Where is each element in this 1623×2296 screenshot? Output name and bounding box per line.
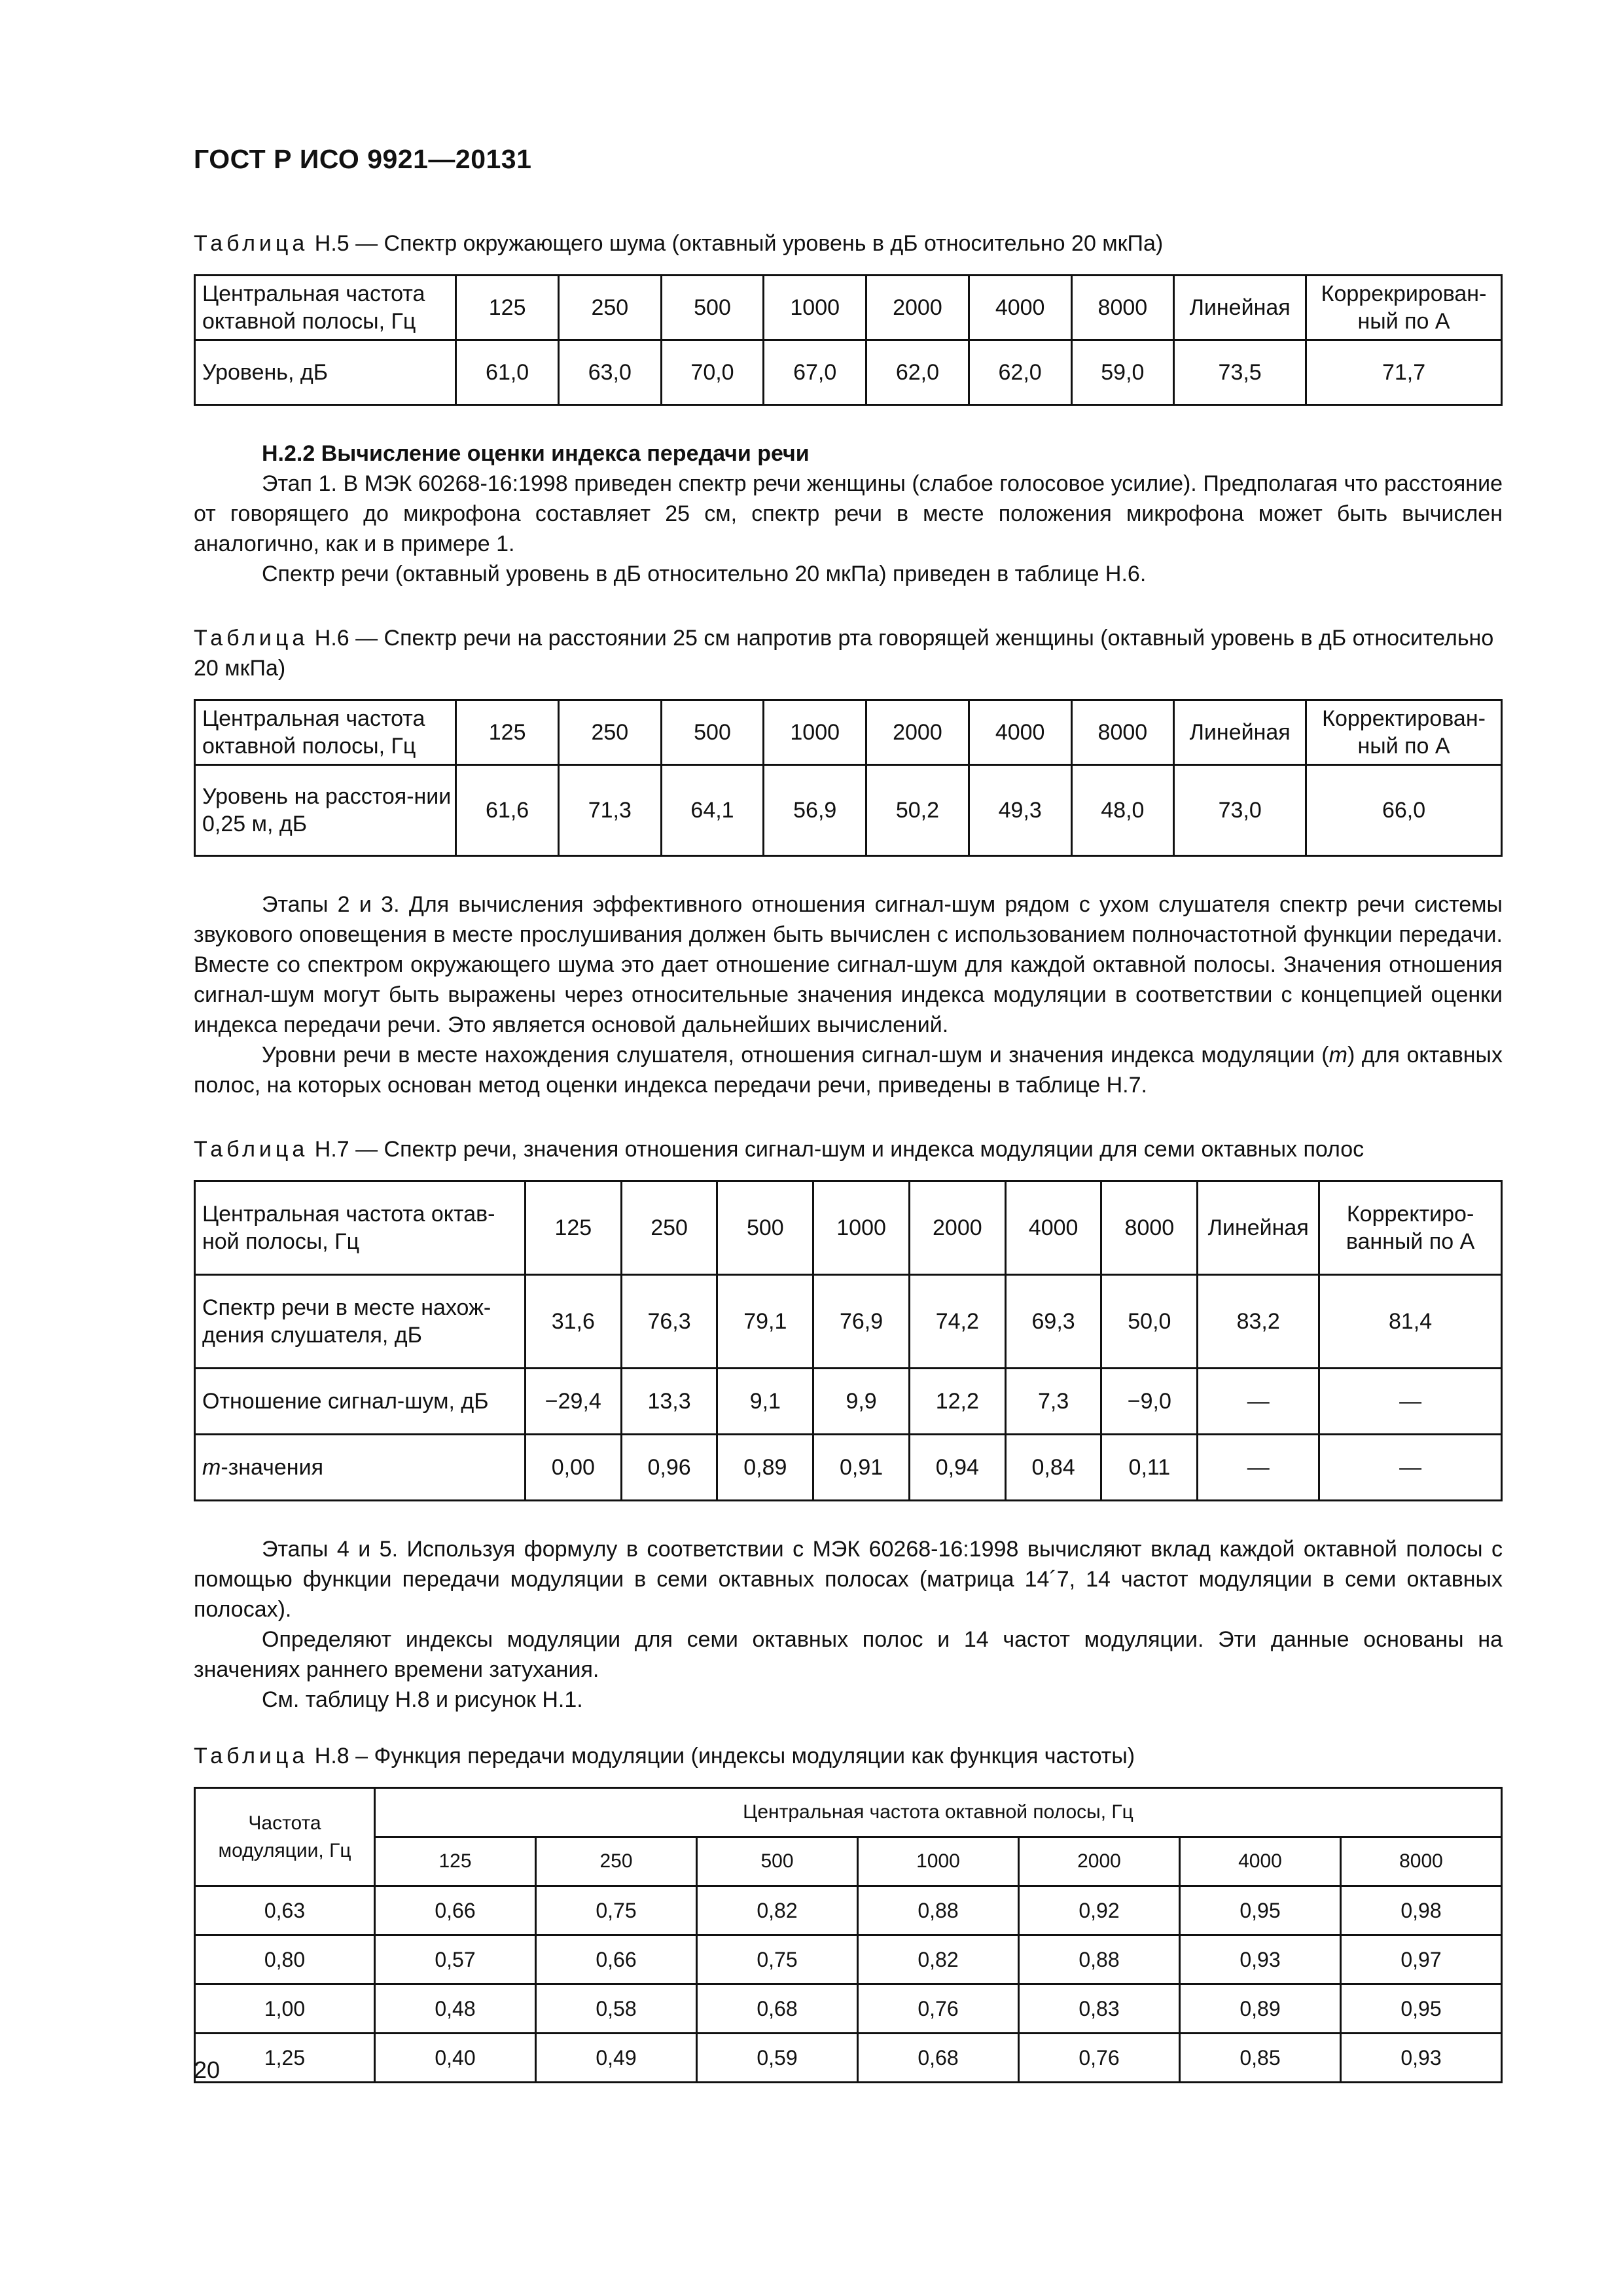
table-cell: 62,0	[866, 340, 969, 405]
table-h5-caption	[194, 228, 1503, 259]
table-cell: 70,0	[661, 340, 764, 405]
table-cell: 69,3	[1005, 1275, 1101, 1369]
table-cell: 0,88	[858, 1886, 1019, 1935]
table-row	[195, 765, 1502, 856]
header-cell: 250	[621, 1181, 717, 1275]
table-cell: 7,3	[1005, 1369, 1101, 1435]
header-cell: 8000	[1071, 276, 1174, 340]
header-cell: 8000	[1101, 1181, 1198, 1275]
table-cell: 56,9	[764, 765, 866, 856]
table-cell: 76,9	[813, 1275, 910, 1369]
header-cell: 250	[558, 276, 661, 340]
paragraph: Этапы 4 и 5. Используя формулу в соответствии с МЭК 60268-16:1998 вычисляют вклад каждой октавной полосы с помощью функции передачи модуляции в семи октавных полосах (матрица 14´7, 14 частот модуляции в семи октавных полосах).	[194, 1537, 1503, 1622]
table-cell: 0,66	[536, 1935, 697, 1984]
table-cell: 0,11	[1101, 1435, 1198, 1501]
table-row	[195, 1435, 1502, 1501]
table-cell: 0,59	[697, 2034, 858, 2083]
table-cell: 74,2	[909, 1275, 1005, 1369]
table-cell: 59,0	[1071, 340, 1174, 405]
table-cell: 0,84	[1005, 1435, 1101, 1501]
paragraph-text: ) для октавных полос, на которых основан метод оценки индекса передачи речи, приведены в таблице Н.7.	[194, 1043, 1503, 1098]
table-cell: 0,58	[536, 1984, 697, 2034]
header-cell: 8000	[1341, 1837, 1502, 1886]
table-word: Таблица	[194, 1137, 309, 1162]
table-cell: 76,3	[621, 1275, 717, 1369]
caption-text: Н.6 — Спектр речи на расстоянии 25 см напротив рта говорящей женщины (октавный уровень в дБ относительно 20 мкПа)	[194, 626, 1494, 681]
table-cell: 0,93	[1180, 1935, 1341, 1984]
header-cell: 1000	[813, 1181, 910, 1275]
paragraph: Этапы 2 и 3. Для вычисления эффективного отношения сигнал-шум рядом с ухом слушателя спектр речи системы звукового оповещения в месте прослушивания должен быть вычислен с использованием полночастотной функции передачи. Вместе со спектром окружающего шума это дает отношение сигнал-шум для каждой октавной полосы. Значения отношения сигнал-шум могут быть выражены через относительные значения индекса модуляции в соответствии с концепцией оценки индекса передачи речи. Это является основой дальнейших вычислений.	[194, 892, 1503, 1037]
table-cell: −9,0	[1101, 1369, 1198, 1435]
table-cell: 0,48	[375, 1984, 536, 2034]
table-h8	[194, 1787, 1503, 2083]
header-cell: 1000	[764, 276, 866, 340]
table-h6-head-row	[195, 700, 1502, 765]
header-cell: Центральная частота октавной полосы, Гц	[195, 276, 456, 340]
table-cell: 0,57	[375, 1935, 536, 1984]
table-h5-head-row	[195, 276, 1502, 340]
document-page	[194, 144, 1503, 2083]
table-cell: 64,1	[661, 765, 764, 856]
header-cell: Центральная частота октавной полосы, Гц	[195, 700, 456, 765]
table-cell: 0,95	[1180, 1886, 1341, 1935]
symbol-m: m	[1329, 1043, 1347, 1067]
table-cell: 49,3	[969, 765, 1071, 856]
table-word: Таблица	[194, 626, 309, 651]
header-cell: 125	[375, 1837, 536, 1886]
header-cell: 250	[558, 700, 661, 765]
table-cell: 31,6	[525, 1275, 621, 1369]
table-cell: 0,82	[858, 1935, 1019, 1984]
header-cell: 4000	[969, 276, 1071, 340]
table-cell: −29,4	[525, 1369, 621, 1435]
table-cell: 13,3	[621, 1369, 717, 1435]
paragraph-text: Уровни речи в месте нахождения слушателя, отношения сигнал-шум и значения индекса модуляции (	[262, 1043, 1329, 1067]
row-label	[195, 1435, 526, 1501]
header-cell: Частота модуляции, Гц	[195, 1788, 375, 1886]
table-cell: 0,93	[1341, 2034, 1502, 2083]
header-cell: 2000	[1019, 1837, 1180, 1886]
header-cell: 2000	[866, 700, 969, 765]
header-cell: Коррекрирован-ный по А	[1306, 276, 1502, 340]
table-cell: 67,0	[764, 340, 866, 405]
table-cell: 61,0	[456, 340, 559, 405]
table-row	[195, 1886, 1502, 1935]
table-cell: 0,94	[909, 1435, 1005, 1501]
table-cell: 0,88	[1019, 1935, 1180, 1984]
document-header: ГОСТ Р ИСО 9921—20131	[194, 144, 532, 174]
header-cell: 1000	[858, 1837, 1019, 1886]
header-cell: 125	[456, 276, 559, 340]
table-cell: 0,83	[1019, 1984, 1180, 2034]
table-cell: 0,00	[525, 1435, 621, 1501]
header-cell: 500	[697, 1837, 858, 1886]
table-cell: 0,76	[1019, 2034, 1180, 2083]
table-cell: 0,82	[697, 1886, 858, 1935]
row-label-text: -значения	[221, 1455, 323, 1480]
table-cell: 50,0	[1101, 1275, 1198, 1369]
row-label: Отношение сигнал-шум, дБ	[195, 1369, 526, 1435]
table-cell: 50,2	[866, 765, 969, 856]
row-label: Уровень на расстоя-нии 0,25 м, дБ	[195, 765, 456, 856]
table-cell: 73,5	[1174, 340, 1306, 405]
header-cell: Корректирован-ный по А	[1306, 700, 1502, 765]
table-cell: 0,76	[858, 1984, 1019, 2034]
table-h6	[194, 699, 1503, 857]
header-cell: 2000	[909, 1181, 1005, 1275]
table-cell: 9,1	[717, 1369, 813, 1435]
table-cell: 0,91	[813, 1435, 910, 1501]
table-cell: 12,2	[909, 1369, 1005, 1435]
caption-text: Н.5 — Спектр окружающего шума (октавный уровень в дБ относительно 20 мкПа)	[308, 231, 1164, 256]
header-cell: 4000	[1005, 1181, 1101, 1275]
table-cell: 9,9	[813, 1369, 910, 1435]
table-cell: 0,97	[1341, 1935, 1502, 1984]
table-cell: 81,4	[1319, 1275, 1502, 1369]
header-cell: Линейная	[1198, 1181, 1319, 1275]
table-h8-subhead-row	[195, 1837, 1502, 1886]
header-cell: 500	[717, 1181, 813, 1275]
table-cell: 0,68	[858, 2034, 1019, 2083]
table-cell: —	[1198, 1369, 1319, 1435]
table-cell: 0,89	[1180, 1984, 1341, 2034]
table-cell: —	[1319, 1369, 1502, 1435]
table-cell: 71,7	[1306, 340, 1502, 405]
table-cell: 0,85	[1180, 2034, 1341, 2083]
paragraph	[194, 1040, 1503, 1100]
symbol-m: m	[202, 1455, 221, 1480]
table-h7-caption	[194, 1134, 1503, 1164]
row-label: 0,63	[195, 1886, 375, 1935]
table-word: Таблица	[194, 231, 309, 256]
caption-text: Н.7 — Спектр речи, значения отношения сигнал-шум и индекса модуляции для семи октавных полос	[308, 1137, 1364, 1162]
table-h7-head-row	[195, 1181, 1502, 1275]
table-cell: 0,92	[1019, 1886, 1180, 1935]
table-word: Таблица	[194, 1744, 309, 1768]
table-cell: 79,1	[717, 1275, 813, 1369]
header-cell: Центральная частота октавной полосы, Гц	[375, 1788, 1502, 1837]
table-cell: 48,0	[1071, 765, 1174, 856]
table-cell: 0,75	[697, 1935, 858, 1984]
header-cell: 250	[536, 1837, 697, 1886]
table-cell: 83,2	[1198, 1275, 1319, 1369]
header-cell: 125	[525, 1181, 621, 1275]
table-cell: 0,89	[717, 1435, 813, 1501]
table-cell: 71,3	[558, 765, 661, 856]
row-label: 1,00	[195, 1984, 375, 2034]
header-cell: 2000	[866, 276, 969, 340]
table-cell: —	[1319, 1435, 1502, 1501]
table-row	[195, 1369, 1502, 1435]
table-cell: 63,0	[558, 340, 661, 405]
table-cell: 0,66	[375, 1886, 536, 1935]
table-cell: 66,0	[1306, 765, 1502, 856]
table-cell: 0,75	[536, 1886, 697, 1935]
header-cell: Центральная частота октав-ной полосы, Гц	[195, 1181, 526, 1275]
table-cell: 61,6	[456, 765, 559, 856]
table-h8-caption	[194, 1741, 1503, 1771]
header-cell: 4000	[969, 700, 1071, 765]
row-label: 1,25	[195, 2034, 375, 2083]
table-cell: 0,49	[536, 2034, 697, 2083]
header-cell: Корректиро-ванный по А	[1319, 1181, 1502, 1275]
table-h7	[194, 1180, 1503, 1501]
header-cell: Линейная	[1174, 700, 1306, 765]
table-cell: —	[1198, 1435, 1319, 1501]
header-cell: 1000	[764, 700, 866, 765]
paragraph: Спектр речи (октавный уровень в дБ относительно 20 мкПа) приведен в таблице Н.6.	[262, 562, 1147, 586]
table-h5	[194, 274, 1503, 406]
caption-text: Н.8 – Функция передачи модуляции (индексы модуляции как функция частоты)	[308, 1744, 1135, 1768]
row-label: 0,80	[195, 1935, 375, 1984]
table-cell: 0,96	[621, 1435, 717, 1501]
table-row	[195, 1984, 1502, 2034]
page-number: 20	[194, 2056, 221, 2083]
table-row	[195, 1275, 1502, 1369]
header-cell: 4000	[1180, 1837, 1341, 1886]
table-row	[195, 1935, 1502, 1984]
paragraph: Этап 1. В МЭК 60268-16:1998 приведен спектр речи женщины (слабое голосовое усилие). Предполагая что расстояние от говорящего до микрофона составляет 25 см, спектр речи в месте положения микрофона может быть вычислен аналогично, как и в примере 1.	[194, 471, 1503, 556]
paragraph: См. таблицу Н.8 и рисунок Н.1.	[262, 1687, 583, 1712]
table-h6-caption	[194, 623, 1503, 683]
table-h8-head-row	[195, 1788, 1502, 1837]
row-label: Спектр речи в месте нахож-дения слушателя, дБ	[195, 1275, 526, 1369]
section-heading: Н.2.2 Вычисление оценки индекса передачи речи	[262, 441, 810, 466]
row-label: Уровень, дБ	[195, 340, 456, 405]
table-row	[195, 340, 1502, 405]
table-cell: 62,0	[969, 340, 1071, 405]
table-row	[195, 2034, 1502, 2083]
header-cell: 125	[456, 700, 559, 765]
header-cell: 500	[661, 700, 764, 765]
header-cell: Линейная	[1174, 276, 1306, 340]
paragraph: Определяют индексы модуляции для семи октавных полос и 14 частот модуляции. Эти данные основаны на значениях раннего времени затухания.	[194, 1627, 1503, 1682]
table-cell: 73,0	[1174, 765, 1306, 856]
table-cell: 0,68	[697, 1984, 858, 2034]
table-cell: 0,40	[375, 2034, 536, 2083]
table-cell: 0,98	[1341, 1886, 1502, 1935]
table-cell: 0,95	[1341, 1984, 1502, 2034]
header-cell: 8000	[1071, 700, 1174, 765]
header-cell: 500	[661, 276, 764, 340]
